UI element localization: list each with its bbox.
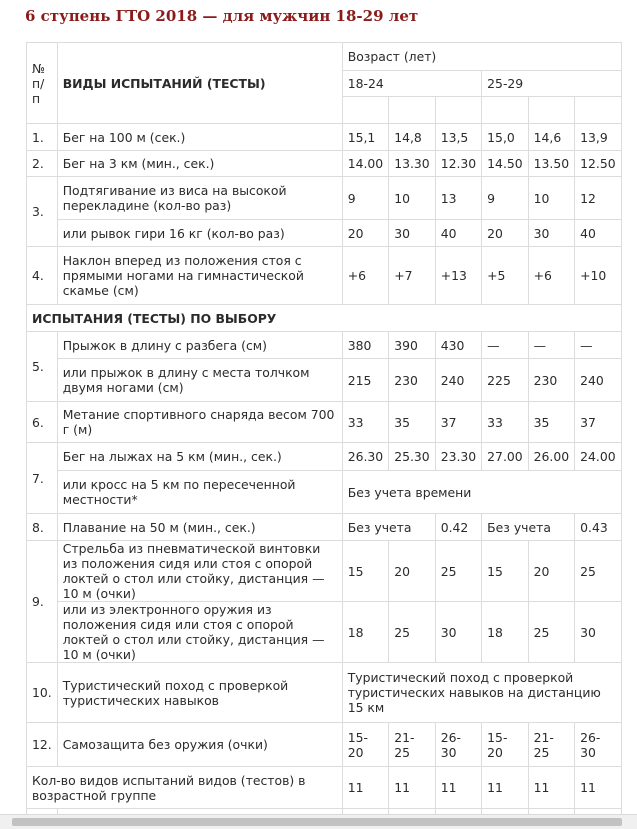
- table-row: [27, 220, 622, 247]
- row-num: 4.: [27, 247, 58, 305]
- cell: 33: [482, 402, 528, 443]
- cell: 9: [482, 177, 528, 220]
- cell: 26.30: [342, 443, 388, 471]
- header-age-25-29: 25-29: [482, 71, 621, 97]
- row-name: Бег на 100 м (сек.): [57, 124, 342, 151]
- cell: 13,5: [435, 124, 481, 151]
- cell: 25: [528, 602, 574, 663]
- row-name: или прыжок в длину с места толчком двумя ногами (см): [57, 359, 342, 402]
- cell: 230: [389, 359, 435, 402]
- row-num: 1.: [27, 124, 58, 151]
- cell: 18: [482, 602, 528, 663]
- row-name: Наклон вперед из положения стоя с прямыми ногами на гимнастической скамье (см): [57, 247, 342, 305]
- cell: 240: [435, 359, 481, 402]
- cell: —: [482, 332, 528, 359]
- cell: 20: [342, 220, 388, 247]
- row-num: 9.: [27, 541, 58, 663]
- cell: +13: [435, 247, 481, 305]
- cell: 15,0: [482, 124, 528, 151]
- row-name: или рывок гири 16 кг (кол-во раз): [57, 220, 342, 247]
- table-row: [27, 402, 622, 443]
- cell: 26-30: [435, 723, 481, 767]
- cell: 225: [482, 359, 528, 402]
- header-tests: ВИДЫ ИСПЫТАНИЙ (ТЕСТЫ): [57, 43, 342, 124]
- table-row: [27, 177, 622, 220]
- table-row: [27, 332, 622, 359]
- row-num: 6.: [27, 402, 58, 443]
- cell: +7: [389, 247, 435, 305]
- cell: —: [575, 332, 621, 359]
- row-num: 10.: [27, 663, 58, 723]
- cell: 37: [435, 402, 481, 443]
- cell: +6: [528, 247, 574, 305]
- row-name: или из электронного оружия из положения сидя или стоя с опорой локтей о стол или стойку, дистанция — 10 м (очки): [57, 602, 342, 663]
- cell: 30: [389, 220, 435, 247]
- table-row: [27, 663, 622, 723]
- cell: 25: [575, 541, 621, 602]
- row-name: Плавание на 50 м (мин., сек.): [57, 514, 342, 541]
- table-row: [27, 443, 622, 471]
- row-name: Подтягивание из виса на высокой перекладине (кол-во раз): [57, 177, 342, 220]
- cell: 14.00: [342, 151, 388, 177]
- cell: 14.50: [482, 151, 528, 177]
- row-name: Стрельба из пневматической винтовки из положения сидя или стоя с опорой локтей о стол или стойку, дистанция — 10 м (очки): [57, 541, 342, 602]
- cell: 24.00: [575, 443, 621, 471]
- cell: 30: [435, 602, 481, 663]
- cell: Без учета времени: [342, 471, 621, 514]
- row-num: 3.: [27, 177, 58, 247]
- cell: 380: [342, 332, 388, 359]
- cell: 11: [342, 767, 388, 809]
- table-row: [27, 359, 622, 402]
- row-name: или кросс на 5 км по пересеченной местности*: [57, 471, 342, 514]
- row-num: 12.: [27, 723, 58, 767]
- cell: 215: [342, 359, 388, 402]
- cell: 10: [389, 177, 435, 220]
- horizontal-scrollbar[interactable]: [0, 814, 637, 829]
- cell: 11: [575, 767, 621, 809]
- cell: Без учета: [342, 514, 435, 541]
- cell: 30: [575, 602, 621, 663]
- cell: 12.30: [435, 151, 481, 177]
- section-title: ИСПЫТАНИЯ (ТЕСТЫ) ПО ВЫБОРУ: [27, 305, 622, 332]
- table-row: [27, 124, 622, 151]
- cell: 35: [528, 402, 574, 443]
- cell: 25.30: [389, 443, 435, 471]
- cell: 15-20: [342, 723, 388, 767]
- cell: 20: [389, 541, 435, 602]
- cell: 20: [482, 220, 528, 247]
- row-num: 2.: [27, 151, 58, 177]
- cell: 13,9: [575, 124, 621, 151]
- cell: 15: [482, 541, 528, 602]
- cell: 13.30: [389, 151, 435, 177]
- cell: 11: [435, 767, 481, 809]
- header-age-18-24: 18-24: [342, 71, 481, 97]
- table-row: [27, 247, 622, 305]
- cell: 230: [528, 359, 574, 402]
- cell: 23.30: [435, 443, 481, 471]
- cell: 11: [528, 767, 574, 809]
- cell: Без учета: [482, 514, 575, 541]
- cell: +6: [342, 247, 388, 305]
- cell: 30: [528, 220, 574, 247]
- row-num: 7.: [27, 443, 58, 514]
- cell: 430: [435, 332, 481, 359]
- cell: 15: [342, 541, 388, 602]
- header-num: № п/п: [27, 43, 58, 124]
- table-row: [27, 541, 622, 602]
- cell: 33: [342, 402, 388, 443]
- cell: 25: [435, 541, 481, 602]
- cell: +5: [482, 247, 528, 305]
- cell: 13: [435, 177, 481, 220]
- cell: 12: [575, 177, 621, 220]
- scrollbar-thumb[interactable]: [12, 818, 622, 826]
- cell: Туристический поход с проверкой туристических навыков на дистанцию 15 км: [342, 663, 621, 723]
- row-name: Метание спортивного снаряда весом 700 г (м): [57, 402, 342, 443]
- cell: 14,6: [528, 124, 574, 151]
- cell: 26-30: [575, 723, 621, 767]
- cell: 37: [575, 402, 621, 443]
- row-name: Бег на 3 км (мин., сек.): [57, 151, 342, 177]
- row-name: Кол-во видов испытаний видов (тестов) в возрастной группе: [27, 767, 343, 809]
- cell: 390: [389, 332, 435, 359]
- cell: 18: [342, 602, 388, 663]
- cell: 27.00: [482, 443, 528, 471]
- section-row: [27, 305, 622, 332]
- cell: 15,1: [342, 124, 388, 151]
- row-name: Самозащита без оружия (очки): [57, 723, 342, 767]
- row-num: 5.: [27, 332, 58, 402]
- page-title: 6 ступень ГТО 2018 — для мужчин 18-29 лет: [25, 7, 419, 25]
- cell: 11: [482, 767, 528, 809]
- cell: 40: [575, 220, 621, 247]
- header-age: Возраст (лет): [342, 43, 621, 71]
- cell: 26.00: [528, 443, 574, 471]
- cell: 10: [528, 177, 574, 220]
- gto-norms-table: [26, 42, 622, 815]
- cell: 0.42: [435, 514, 481, 541]
- row-name: Прыжок в длину с разбега (см): [57, 332, 342, 359]
- cell: 240: [575, 359, 621, 402]
- cell: 0.43: [575, 514, 621, 541]
- table-row: [27, 723, 622, 767]
- table-row: [27, 151, 622, 177]
- cell: 21-25: [528, 723, 574, 767]
- table-row: [27, 514, 622, 541]
- row-num: 8.: [27, 514, 58, 541]
- cell: 9: [342, 177, 388, 220]
- table-row: [27, 602, 622, 663]
- cell: 40: [435, 220, 481, 247]
- cell: 25: [389, 602, 435, 663]
- cell: 12.50: [575, 151, 621, 177]
- row-name: Бег на лыжах на 5 км (мин., сек.): [57, 443, 342, 471]
- cell: —: [528, 332, 574, 359]
- cell: 35: [389, 402, 435, 443]
- cell: 14,8: [389, 124, 435, 151]
- cell: 13.50: [528, 151, 574, 177]
- table-row: [27, 471, 622, 514]
- cell: 15-20: [482, 723, 528, 767]
- cell: 21-25: [389, 723, 435, 767]
- cell: +10: [575, 247, 621, 305]
- table-row: [27, 767, 622, 809]
- row-name: Туристический поход с проверкой туристических навыков: [57, 663, 342, 723]
- cell: 11: [389, 767, 435, 809]
- cell: 20: [528, 541, 574, 602]
